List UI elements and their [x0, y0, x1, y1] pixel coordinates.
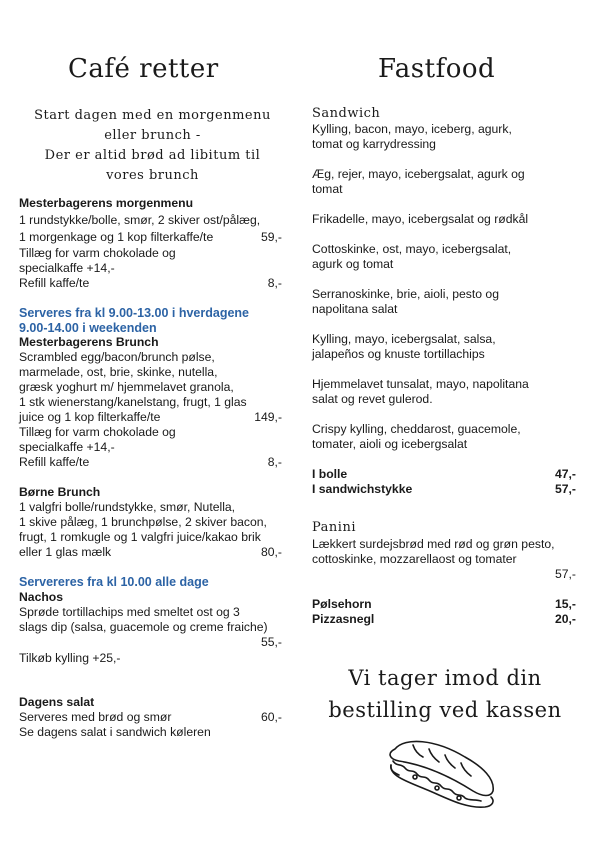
sandwich-item-line: tomater, aioli og icebergsalat — [312, 437, 468, 451]
cafe-title: Café retter — [68, 54, 219, 84]
brunch-line: græsk yoghurt m/ hjemmelavet granola, — [19, 380, 234, 394]
extra-label: Pizzasnegl — [312, 612, 375, 626]
sandwich-illustration-icon — [385, 735, 500, 815]
kids-heading: Børne Brunch — [19, 485, 101, 499]
morning-line: 1 morgenkage og 1 kop filterkaffe/te — [19, 230, 214, 244]
brunch-line: Refill kaffe/te — [19, 455, 90, 469]
brunch-line: 1 stk wienerstang/kanelstang, frugt, 1 glas — [19, 395, 247, 409]
panini-line: cottoskinke, mozzarellaost og tomater — [312, 552, 517, 566]
kids-line: eller 1 glas mælk — [19, 545, 112, 559]
extra-price: 15,- — [554, 597, 576, 611]
brunch-line: juice og 1 kop filterkaffe/te — [19, 410, 161, 424]
sandwich-item-line: Crispy kylling, cheddarost, guacemole, — [312, 422, 521, 436]
closing-line: Vi tager imod din — [348, 666, 542, 690]
nachos-price: 55,- — [260, 635, 282, 649]
closing-line: bestilling ved kassen — [328, 698, 562, 722]
intro-line: eller brunch - — [104, 128, 201, 143]
intro-line: vores brunch — [106, 168, 199, 183]
brunch-line: Tillæg for varm chokolade og — [19, 425, 176, 439]
sandwich-item-line: salat og revet gulerod. — [312, 392, 433, 406]
sandwich-price-label: I sandwichstykke — [312, 482, 413, 496]
sandwich-item-line: Frikadelle, mayo, icebergsalat og rødkål — [312, 212, 529, 226]
morning-line: specialkaffe +14,- — [19, 261, 115, 275]
intro-text — [20, 106, 285, 186]
brunch-line: specialkaffe +14,- — [19, 440, 115, 454]
brunch-line: marmelade, ost, brie, skinke, nutella, — [19, 365, 218, 379]
extra-label: Pølsehorn — [312, 597, 372, 611]
sandwich-item-line: Serranoskinke, brie, aioli, pesto og — [312, 287, 499, 301]
panini-line: Lækkert surdejsbrød med rød og grøn pesto, — [312, 537, 555, 551]
intro-line: Start dagen med en morgenmenu — [34, 108, 271, 123]
salad-price: 60,- — [260, 710, 282, 724]
intro-line: Der er altid brød ad libitum til — [44, 148, 261, 163]
morning-heading: Mesterbagerens morgenmenu — [19, 196, 194, 210]
brunch-line: Scrambled egg/bacon/brunch pølse, — [19, 350, 215, 364]
nachos-serve-note: Servereres fra kl 10.00 alle dage — [19, 575, 209, 589]
panini-heading: Panini — [312, 520, 356, 535]
sandwich-item-line: Hjemmelavet tunsalat, mayo, napolitana — [312, 377, 529, 391]
panini-price: 57,- — [554, 567, 576, 581]
brunch-price: 149,- — [254, 410, 282, 424]
morning-line: Tillæg for varm chokolade og — [19, 246, 176, 260]
nachos-line: slags dip (salsa, guacemole og creme fraiche) — [19, 620, 268, 634]
fastfood-title: Fastfood — [378, 54, 496, 84]
closing-message — [310, 662, 580, 726]
salad-heading: Dagens salat — [19, 695, 95, 709]
sandwich-item-line: Cottoskinke, ost, mayo, icebergsalat, — [312, 242, 512, 256]
nachos-heading: Nachos — [19, 590, 64, 604]
brunch-serve-note: 9.00-14.00 i weekenden — [19, 321, 157, 335]
kids-line: 1 skive pålæg, 1 brunchpølse, 2 skiver bacon, — [19, 515, 267, 529]
brunch-heading: Mesterbagerens Brunch — [19, 335, 159, 349]
sandwich-price: 47,- — [554, 467, 576, 481]
morning-line: Refill kaffe/te — [19, 276, 90, 290]
salad-line: Serveres med brød og smør — [19, 710, 172, 724]
kids-price: 80,- — [260, 545, 282, 559]
sandwich-price: 57,- — [554, 482, 576, 496]
brunch-refill-price: 8,- — [267, 455, 282, 469]
nachos-addon: Tilkøb kylling +25,- — [19, 651, 121, 665]
sandwich-item-line: napolitana salat — [312, 302, 398, 316]
kids-line: 1 valgfri bolle/rundstykke, smør, Nutella, — [19, 500, 236, 514]
sandwich-item-line: agurk og tomat — [312, 257, 394, 271]
morning-price: 59,- — [260, 230, 282, 244]
sandwich-heading: Sandwich — [312, 106, 381, 121]
sandwich-item-line: Kylling, bacon, mayo, iceberg, agurk, — [312, 122, 512, 136]
kids-line: frugt, 1 romkugle og 1 valgfri juice/kakao brik — [19, 530, 261, 544]
sandwich-item-line: Kylling, mayo, icebergsalat, salsa, — [312, 332, 496, 346]
sandwich-item-line: tomat og karrydressing — [312, 137, 436, 151]
extra-price: 20,- — [554, 612, 576, 626]
sandwich-item-line: Æg, rejer, mayo, icebergsalat, agurk og — [312, 167, 525, 181]
nachos-line: Sprøde tortillachips med smeltet ost og 3 — [19, 605, 240, 619]
salad-line: Se dagens salat i sandwich køleren — [19, 725, 211, 739]
morning-refill-price: 8,- — [267, 276, 282, 290]
brunch-serve-note: Serveres fra kl 9.00-13.00 i hverdagene — [19, 306, 250, 320]
morning-line: 1 rundstykke/bolle, smør, 2 skiver ost/pålæg, — [19, 213, 261, 227]
sandwich-price-label: I bolle — [312, 467, 348, 481]
sandwich-item-line: jalapeños og knuste tortillachips — [312, 347, 485, 361]
sandwich-item-line: tomat — [312, 182, 343, 196]
